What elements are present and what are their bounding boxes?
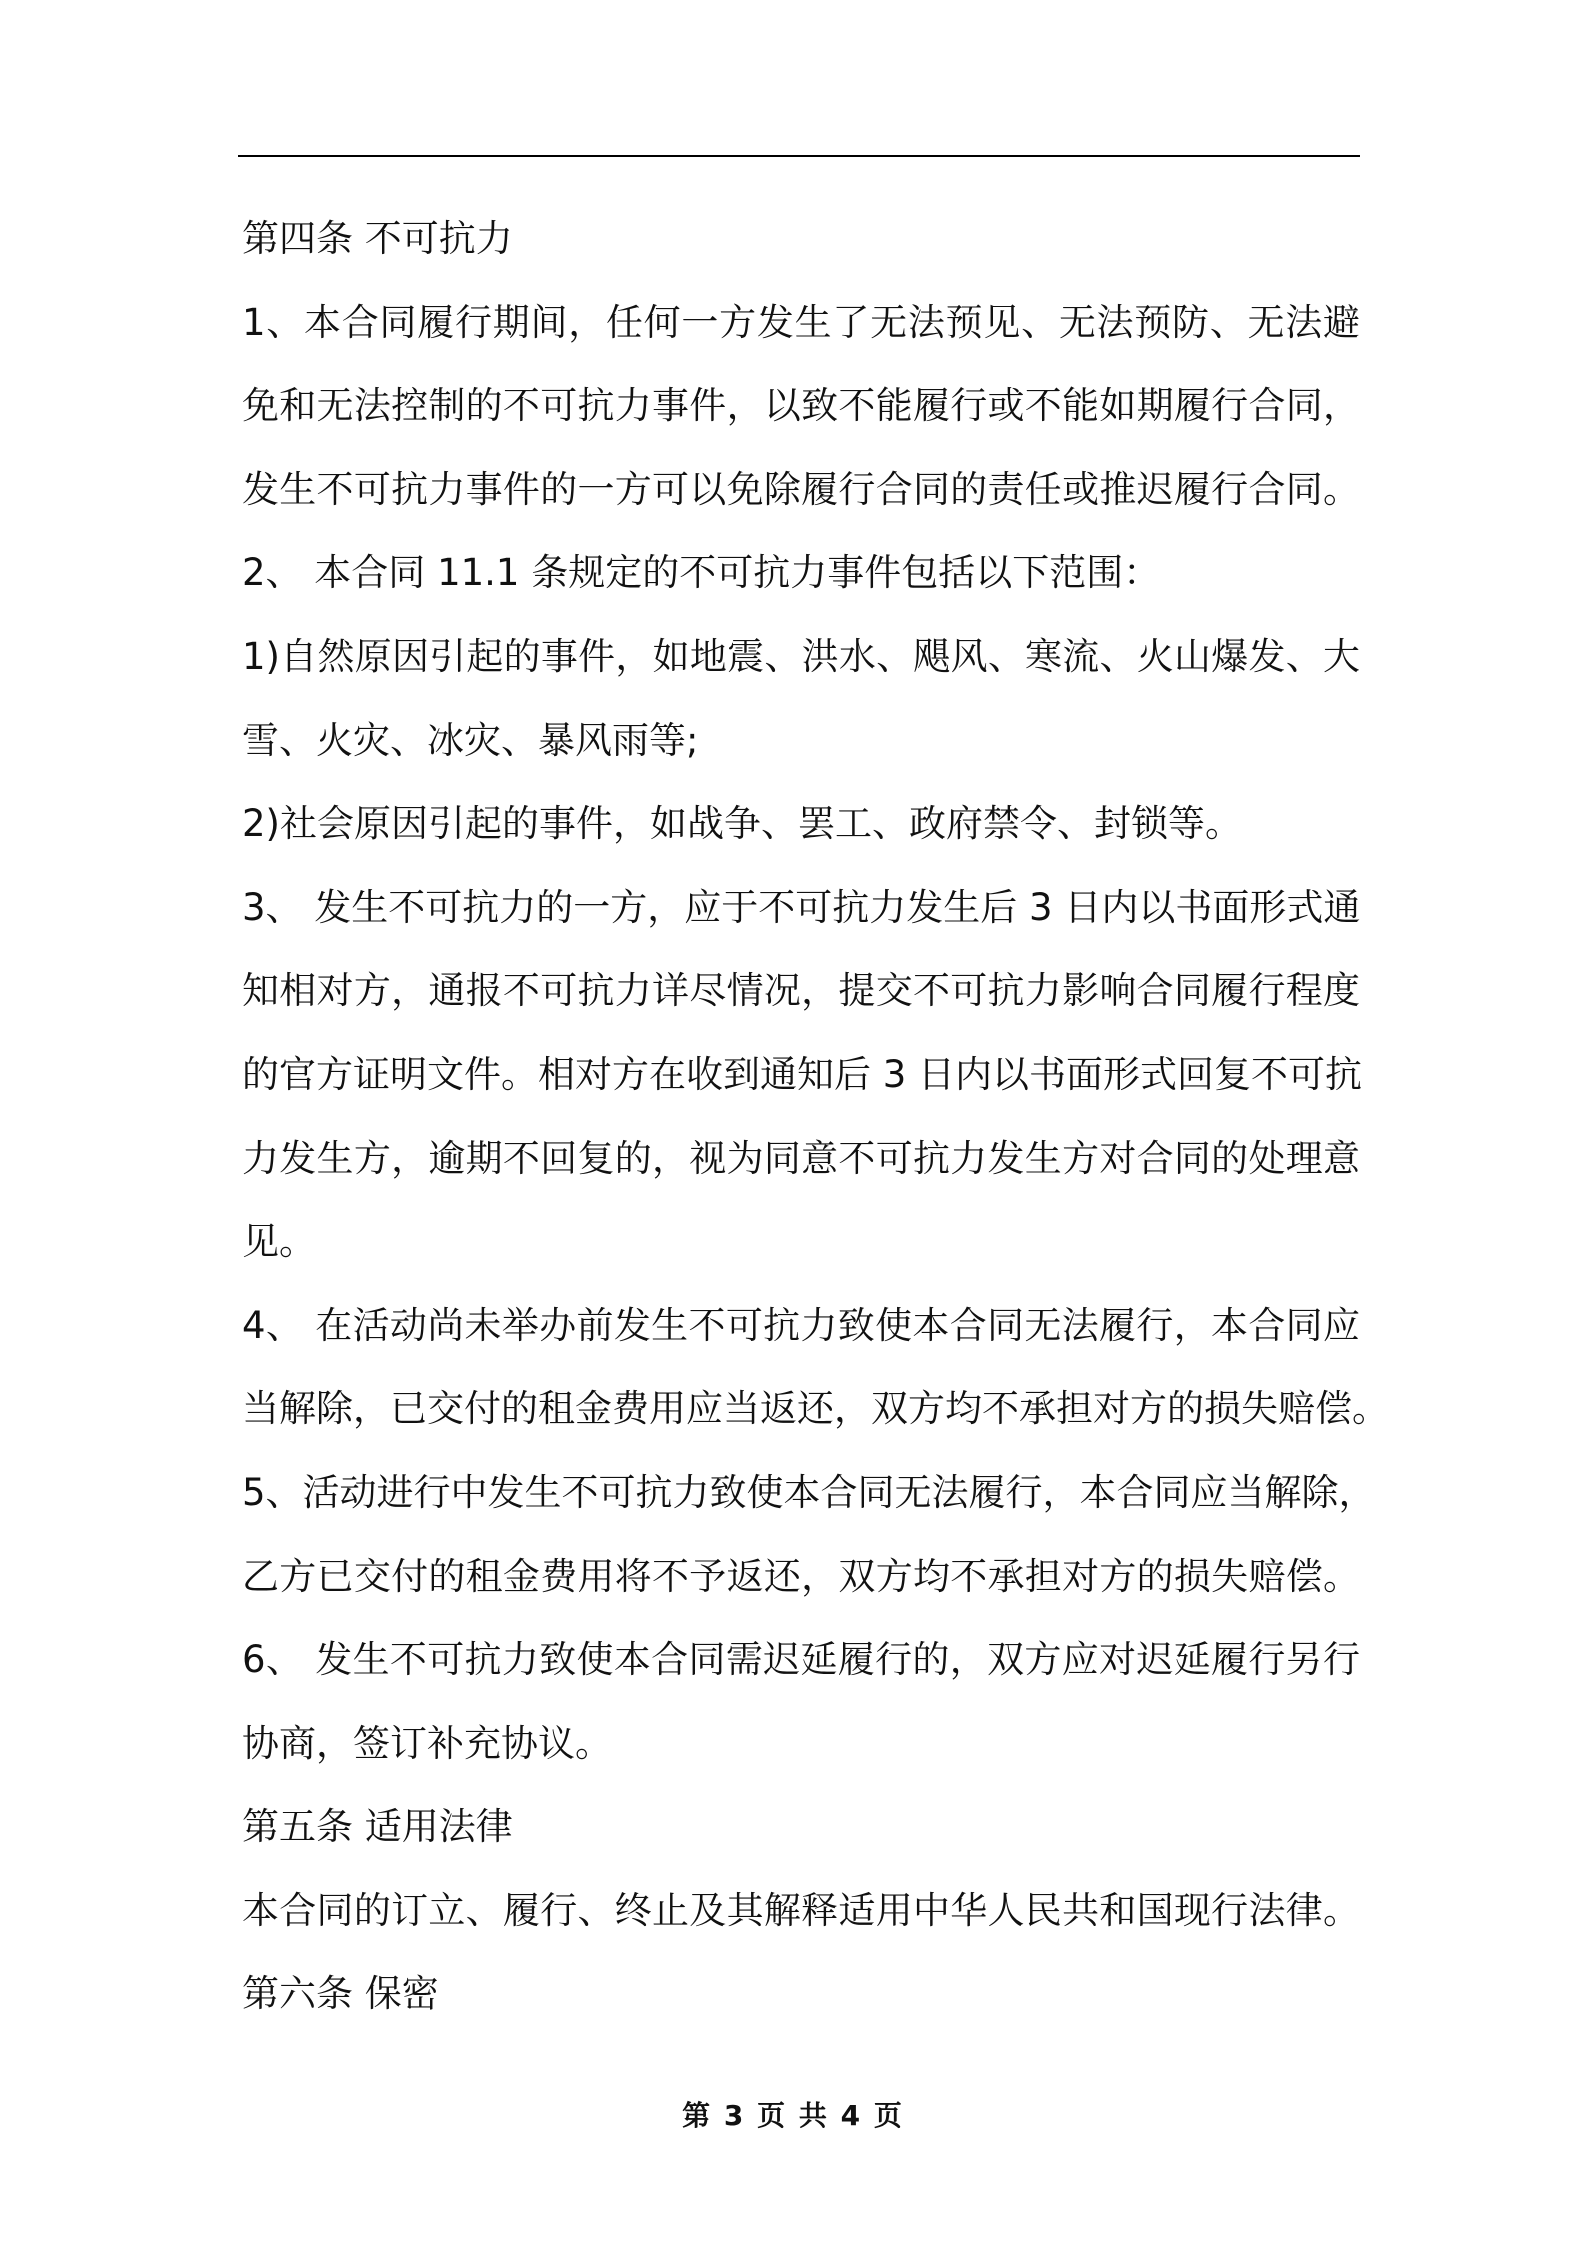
paragraph-line: 2)社会原因引起的事件，如战争、罢工、政府禁令、封锁等。 [242, 802, 1242, 846]
paragraph-line: 协商，签订补充协议。 [242, 1721, 612, 1765]
section-4-title: 第四条 不可抗力 [242, 217, 513, 260]
section-6-title: 第六条 保密 [242, 1972, 439, 2016]
paragraph-line: 4、 在活动尚未举办前发生不可抗力致使本合同无法履行，本合同应 [242, 1303, 1360, 1347]
paragraph-line: 力发生方，逾期不回复的，视为同意不可抗力发生方对合同的处理意 [242, 1136, 1360, 1180]
paragraph-line: 知相对方，通报不可抗力详尽情况，提交不可抗力影响合同履行程度 [242, 969, 1360, 1013]
paragraph-line: 1)自然原因引起的事件，如地震、洪水、飓风、寒流、火山爆发、大 [242, 634, 1360, 678]
paragraph-line: 5、活动进行中发生不可抗力致使本合同无法履行，本合同应当解除， [242, 1470, 1376, 1514]
document-body [242, 197, 1389, 2036]
section-5-text: 本合同的订立、履行、终止及其解释适用中华人民共和国现行法律。 [242, 1888, 1360, 1932]
section-5-title: 第五条 适用法律 [242, 1805, 513, 1849]
paragraph-line: 见。 [242, 1220, 316, 1264]
paragraph-line: 6、 发生不可抗力致使本合同需迟延履行的，双方应对迟延履行另行 [242, 1638, 1360, 1682]
paragraph-line: 乙方已交付的租金费用将不予返还，双方均不承担对方的损失赔偿。 [242, 1554, 1360, 1598]
paragraph-line: 3、 发生不可抗力的一方，应于不可抗力发生后 3 日内以书面形式通 [242, 885, 1361, 929]
page-number: 第 3 页 共 4 页 [682, 2099, 904, 2132]
header-rule [238, 155, 1360, 157]
paragraph-line: 免和无法控制的不可抗力事件，以致不能履行或不能如期履行合同， [242, 384, 1360, 428]
paragraph-line: 发生不可抗力事件的一方可以免除履行合同的责任或推迟履行合同。 [242, 467, 1360, 511]
paragraph-line: 1、本合同履行期间，任何一方发生了无法预见、无法预防、无法避 [242, 300, 1360, 344]
paragraph-line: 的官方证明文件。相对方在收到通知后 3 日内以书面形式回复不可抗 [242, 1052, 1363, 1096]
paragraph-line: 雪、火灾、冰灾、暴风雨等; [242, 718, 699, 762]
paragraph-line: 当解除，已交付的租金费用应当返还，双方均不承担对方的损失赔偿。 [242, 1387, 1389, 1431]
paragraph-line: 2、 本合同 11.1 条规定的不可抗力事件包括以下范围： [242, 551, 1161, 595]
